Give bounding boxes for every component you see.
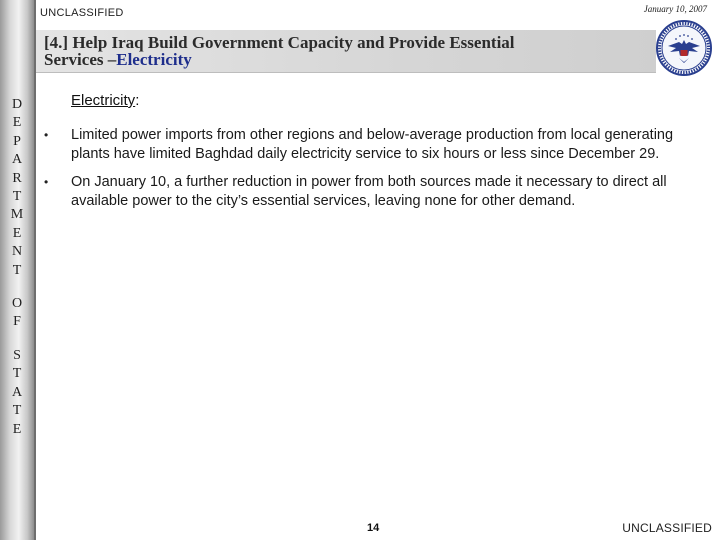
footer-classification: UNCLASSIFIED (622, 521, 712, 535)
sidebar-word-gap (0, 280, 34, 295)
sidebar-letter: T (12, 189, 22, 205)
header-date: January 10, 2007 (643, 4, 707, 14)
title-line-2-prefix: Services – (44, 50, 117, 69)
title-line-2-accent: Electricity (116, 50, 192, 69)
department-of-state-vertical-label (0, 96, 34, 439)
sidebar-letter: E (12, 225, 22, 241)
list-item (44, 173, 684, 210)
sidebar-letter: O (11, 296, 23, 312)
bullet-list (44, 126, 684, 220)
bullet-marker: • (44, 128, 49, 142)
list-item (44, 126, 684, 163)
bullet-marker: • (44, 175, 49, 189)
sidebar-divider (34, 0, 36, 540)
sidebar-letter: D (11, 97, 23, 112)
sidebar-word-gap (0, 332, 34, 347)
sidebar-letter: S (13, 347, 21, 363)
sidebar-letter: P (13, 133, 21, 149)
sidebar-letter: T (12, 403, 22, 419)
section-heading-text: Electricity (71, 92, 136, 109)
header-classification: UNCLASSIFIED (40, 7, 124, 19)
sidebar-letter: T (12, 366, 22, 382)
bullet-text: Limited power imports from other regions and below-average production from local generating plants have limited Baghdad daily electricity service to six hours or less since December 29. (71, 127, 674, 162)
sidebar-letter: R (12, 170, 22, 186)
sidebar-letter: N (11, 244, 23, 260)
sidebar-letter: E (12, 421, 22, 437)
sidebar-letter: A (11, 152, 23, 168)
section-heading (71, 92, 139, 109)
department-of-state-seal-icon (656, 20, 712, 76)
sidebar-letter: A (11, 384, 23, 400)
sidebar-letter: F (13, 314, 21, 330)
slide-title (44, 34, 644, 68)
sidebar-letter: T (12, 262, 22, 278)
section-heading-colon: : (135, 92, 140, 109)
title-line-1: [4.] Help Iraq Build Government Capacity and Provide Essential (44, 33, 515, 52)
bullet-text: On January 10, a further reduction in power from both sources made it necessary to direct all available power to the city’s essential services, leaving none for other demand. (71, 174, 667, 209)
sidebar-letter: E (12, 115, 22, 131)
page-number: 14 (367, 522, 380, 534)
sidebar-letter: M (10, 207, 24, 223)
